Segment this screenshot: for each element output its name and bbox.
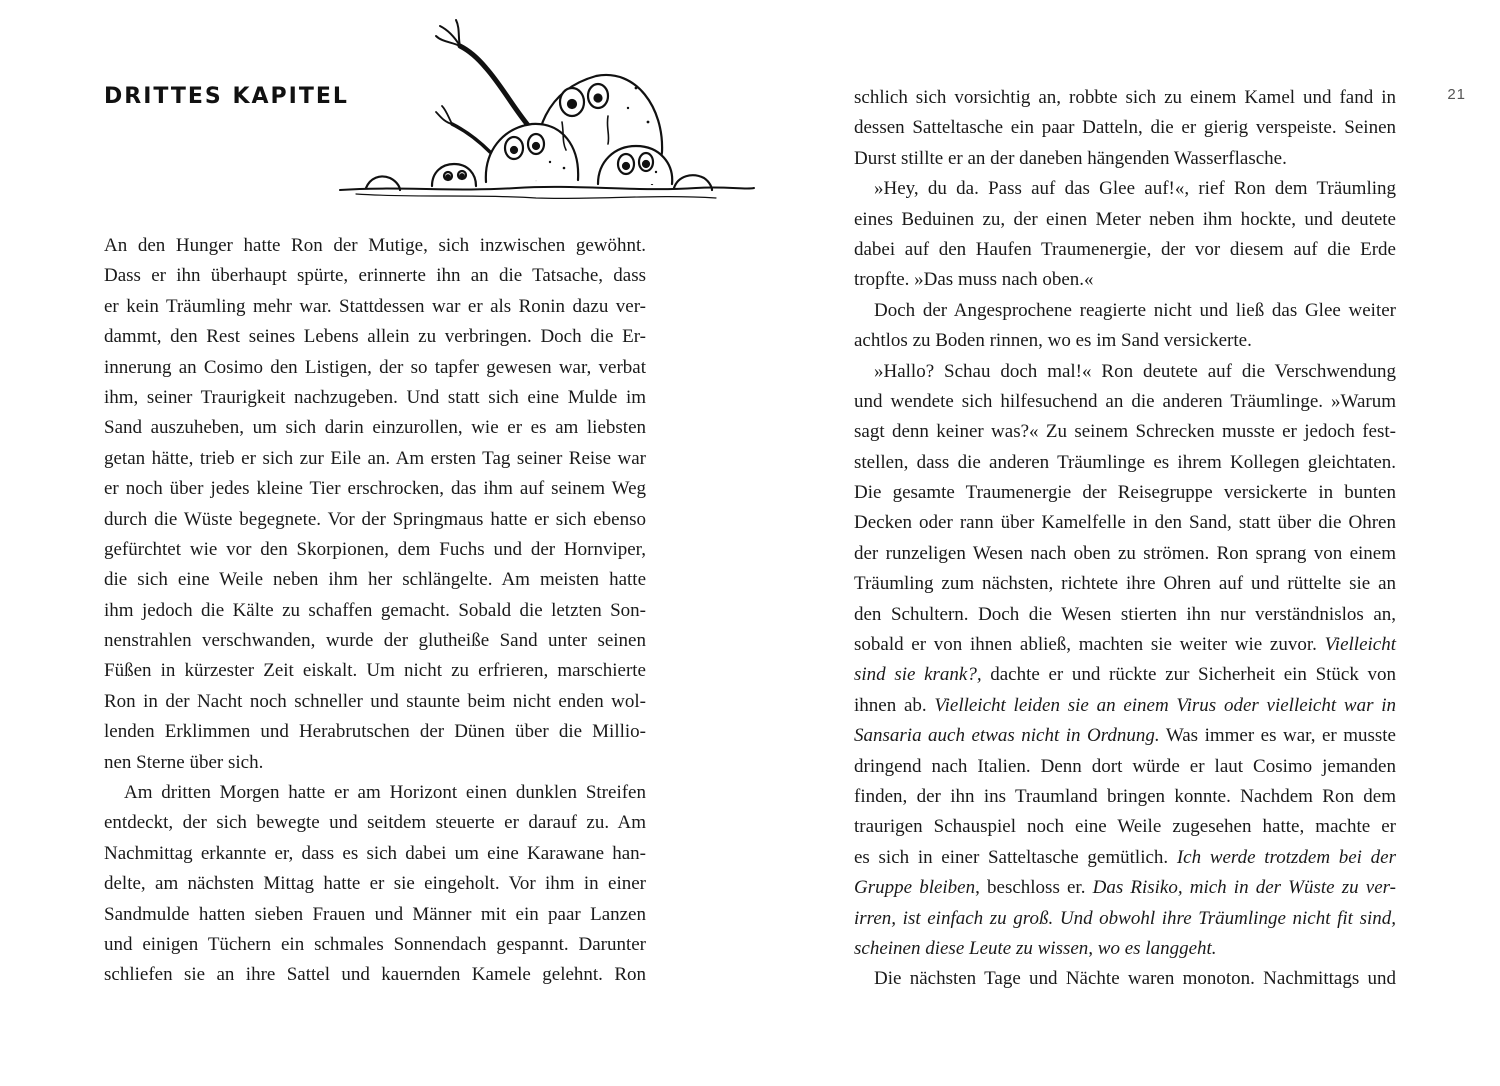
italic-text: Das Risiko, mich in der Wüste zu ver-: [1092, 877, 1396, 899]
text-line: [854, 904, 1396, 934]
text-line: [104, 808, 646, 838]
text-line: [854, 812, 1396, 842]
text-line: [104, 413, 646, 443]
text-segment: dammt, den Rest seines Lebens allein zu verbringen. Doch die Er-: [104, 326, 646, 348]
text-segment: er kein Träumling mehr war. Stattdessen war er als Ronin dazu ver-: [104, 295, 646, 317]
text-segment: entdeckt, der sich bewegte und seitdem steuerte er darauf zu. Am: [104, 812, 646, 834]
text-line: [104, 960, 646, 990]
italic-text: Ich werde trotzdem bei der: [1176, 846, 1396, 868]
text-line: [854, 752, 1396, 782]
text-line: [854, 843, 1396, 873]
text-segment: nenstrahlen verschwanden, wurde der glutheiße Sand unter seinen: [104, 630, 646, 652]
italic-text: Vielleicht leiden sie an einem Virus oder vielleicht war in: [934, 694, 1396, 716]
text-line: [854, 691, 1396, 721]
dream-creatures-illustration: [336, 12, 756, 202]
text-line: [854, 296, 1396, 326]
text-segment: Nachmittag erkannte er, dass es sich dabei um eine Karawane han-: [104, 842, 646, 864]
text-line: [104, 596, 646, 626]
text-line: [104, 869, 646, 899]
text-segment: dachte er und rückte zur Sicherheit ein Stück von: [981, 664, 1397, 686]
text-line: [854, 934, 1396, 964]
text-segment: durch die Wüste begegnete. Vor der Springmaus hatte er sich ebenso: [104, 508, 646, 530]
text-segment: und wendete sich hilfesuchend an die anderen Träumlinge. »Warum: [854, 390, 1396, 412]
text-line: [104, 383, 646, 413]
text-line: [854, 205, 1396, 235]
text-segment: lenden Erklimmen und Herabrutschen der Dünen über die Millio-: [104, 721, 646, 743]
text-line: [104, 656, 646, 686]
text-line: [854, 478, 1396, 508]
text-segment: Die nächsten Tage und Nächte waren monoton. Nachmittags und: [874, 968, 1396, 990]
text-line: [854, 174, 1396, 204]
italic-text: Sansaria auch etwas nicht in Ordnung.: [854, 725, 1160, 747]
text-segment: traurigen Schauspiel noch eine Weile zugesehen hatte, machte er: [854, 816, 1396, 838]
text-line: [104, 261, 646, 291]
text-segment: Doch der Angesprochene reagierte nicht und ließ das Glee weiter: [874, 299, 1396, 321]
text-segment: Füßen in kürzester Zeit eiskalt. Um nicht zu erfrieren, marschierte: [104, 660, 646, 682]
text-segment: der runzeligen Wesen nach oben zu strömen. Ron sprang von einem: [854, 542, 1396, 564]
text-segment: sagt denn keiner was?« Zu seinem Schrecken musste er jedoch fest-: [854, 421, 1396, 443]
text-segment: Träumling zum nächsten, richtete ihre Ohren auf und rüttelte sie an: [854, 573, 1396, 595]
text-segment: innerung an Cosimo den Listigen, der so tapfer gewesen war, verbat: [104, 356, 646, 378]
text-line: [854, 265, 1396, 295]
text-segment: Decken oder rann über Kamelfelle in den Sand, statt über die Ohren: [854, 512, 1396, 534]
italic-text: irren, ist einfach zu groß. Und obwohl ihre Träumlinge nicht fit sind,: [854, 907, 1396, 929]
text-segment: und einigen Tüchern ein schmales Sonnendach gespannt. Darunter: [104, 933, 646, 955]
text-segment: nen Sterne über sich.: [104, 751, 264, 773]
italic-text: Gruppe bleiben: [854, 877, 976, 899]
text-line: [104, 444, 646, 474]
text-line: [104, 900, 646, 930]
text-line: [854, 113, 1396, 143]
text-segment: ihnen ab.: [854, 694, 935, 716]
right-page: [750, 0, 1500, 1086]
text-line: [104, 353, 646, 383]
text-line: [854, 326, 1396, 356]
text-segment: delte, am nächsten Mittag hatte er sie eingeholt. Vor ihm in einer: [104, 873, 646, 895]
text-segment: Die gesamte Traumenergie der Reisegruppe versickerte in bunten: [854, 482, 1396, 504]
text-line: [104, 535, 646, 565]
text-segment: ihm jedoch die Kälte zu schaffen gemacht. Sobald die letzten Son-: [104, 599, 646, 621]
text-segment: sobald er von ihnen abließ, machten sie weiter wie zuvor.: [854, 634, 1325, 656]
text-segment: achtlos zu Boden rinnen, wo es im Sand versickerte.: [854, 330, 1252, 352]
text-line: [104, 626, 646, 656]
text-segment: schliefen sie an ihre Sattel und kauernden Kamele gelehnt. Ron: [104, 964, 646, 986]
text-segment: dabei auf den Haufen Traumenergie, der vor diesem auf die Erde: [854, 238, 1396, 260]
text-line: [854, 964, 1396, 994]
text-line: [104, 717, 646, 747]
text-line: [854, 235, 1396, 265]
text-line: [104, 505, 646, 535]
right-page-body-text: [854, 83, 1396, 995]
italic-text: sind sie krank?,: [854, 664, 982, 686]
text-segment: eines Beduinen zu, der einen Meter neben ihm hockte, und deutete: [854, 208, 1396, 230]
text-line: [854, 508, 1396, 538]
text-line: [854, 873, 1396, 903]
text-line: [104, 322, 646, 352]
text-segment: den Schultern. Doch die Wesen stierten ihn nur verständnislos an,: [854, 603, 1396, 625]
text-line: [854, 417, 1396, 447]
text-line: [104, 231, 646, 261]
text-line: [104, 292, 646, 322]
chapter-heading: DRITTES KAPITEL: [104, 84, 349, 109]
text-line: [854, 387, 1396, 417]
text-line: [854, 630, 1396, 660]
left-page-body-text: [104, 231, 646, 991]
text-line: [104, 839, 646, 869]
text-line: [104, 474, 646, 504]
text-line: [854, 539, 1396, 569]
text-segment: dessen Satteltasche ein paar Datteln, die er gierig verspeiste. Seinen: [854, 117, 1396, 139]
text-segment: Durst stillte er an der daneben hängenden Wasserflasche.: [854, 147, 1287, 169]
text-segment: stellen, dass die anderen Träumlinge es ihrem Kollegen gleichtaten.: [854, 451, 1396, 473]
text-segment: er noch über jedes kleine Tier erschrocken, das ihm auf seinem Weg: [104, 478, 646, 500]
text-segment: ihm, seiner Traurigkeit nachzugeben. Und statt sich eine Mulde im: [104, 386, 646, 408]
text-segment: Ron in der Nacht noch schneller und staunte beim nicht enden wol-: [104, 690, 646, 712]
text-line: [854, 83, 1396, 113]
text-line: [104, 748, 646, 778]
text-segment: Was immer es war, er musste: [1159, 725, 1396, 747]
text-segment: »Hey, du da. Pass auf das Glee auf!«, rief Ron dem Träumling: [874, 178, 1396, 200]
text-segment: tropfte. »Das muss nach oben.«: [854, 269, 1094, 291]
text-line: [854, 569, 1396, 599]
text-segment: Dass er ihn überhaupt spürte, erinnerte ihn an die Tatsache, dass: [104, 265, 646, 287]
text-segment: schlich sich vorsichtig an, robbte sich zu einem Kamel und fand in: [854, 87, 1396, 108]
text-line: [854, 600, 1396, 630]
text-line: [104, 565, 646, 595]
text-segment: »Hallo? Schau doch mal!« Ron deutete auf die Verschwendung: [874, 360, 1396, 382]
text-line: [104, 778, 646, 808]
italic-text: scheinen diese Leute zu wissen, wo es langgeht.: [854, 937, 1217, 959]
text-line: [854, 721, 1396, 751]
text-segment: getan hätte, trieb er sich zur Eile an. Am ersten Tag seiner Reise war: [104, 447, 646, 469]
text-segment: An den Hunger hatte Ron der Mutige, sich inzwischen gewöhnt.: [104, 235, 646, 256]
text-line: [104, 687, 646, 717]
text-segment: Am dritten Morgen hatte er am Horizont einen dunklen Streifen: [124, 782, 646, 804]
text-line: [854, 782, 1396, 812]
text-segment: Sandmulde hatten sieben Frauen und Männer mit ein paar Lanzen: [104, 903, 646, 925]
text-segment: es sich in einer Satteltasche gemütlich.: [854, 846, 1177, 868]
text-segment: , beschloss er.: [975, 877, 1093, 899]
text-line: [854, 144, 1396, 174]
text-segment: Sand auszuheben, um sich darin einzurollen, wie er es am liebsten: [104, 417, 646, 439]
page-number: 21: [1447, 86, 1466, 103]
text-segment: finden, der ihn ins Traumland bringen konnte. Nachdem Ron dem: [854, 785, 1396, 807]
text-line: [854, 448, 1396, 478]
italic-text: Vielleicht: [1324, 634, 1396, 656]
text-segment: die sich eine Weile neben ihm her schlängelte. Am meisten hatte: [104, 569, 646, 591]
text-line: [854, 357, 1396, 387]
text-line: [104, 930, 646, 960]
text-segment: dringend nach Italien. Denn dort würde er laut Cosimo jemanden: [854, 755, 1396, 777]
text-segment: gefürchtet wie vor den Skorpionen, dem Fuchs und der Hornviper,: [104, 538, 646, 560]
text-line: [854, 660, 1396, 690]
